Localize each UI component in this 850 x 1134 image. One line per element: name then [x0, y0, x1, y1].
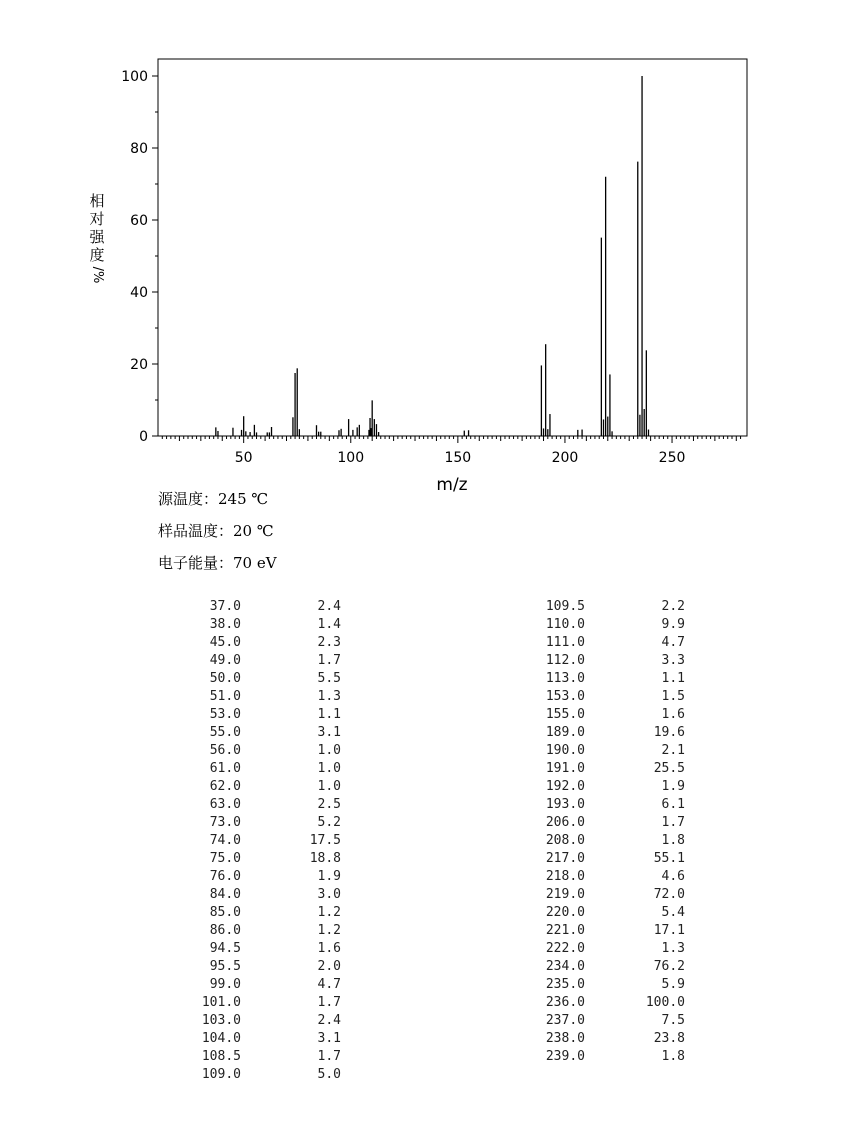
- mz-value: 189.0: [545, 725, 585, 740]
- peak-table-row: [537, 958, 685, 976]
- peak-table-row: [537, 904, 685, 922]
- relative-intensity-value: 25.5: [653, 761, 685, 776]
- mz-value: 49.0: [209, 653, 241, 668]
- relative-intensity-value: 1.2: [317, 905, 341, 920]
- relative-intensity-value: 1.7: [317, 995, 341, 1010]
- relative-intensity-value: 55.1: [653, 851, 685, 866]
- y-tick-label: 40: [130, 285, 148, 301]
- relative-intensity-value: 2.0: [317, 959, 341, 974]
- peak-table-row: [537, 832, 685, 850]
- relative-intensity-value: 4.7: [661, 635, 685, 650]
- relative-intensity-value: 19.6: [653, 725, 685, 740]
- relative-intensity-value: 1.0: [317, 743, 341, 758]
- plot-frame: [158, 59, 747, 436]
- y-axis-label: [86, 192, 108, 284]
- y-tick-label: 0: [139, 429, 148, 445]
- relative-intensity-value: 1.8: [661, 833, 685, 848]
- relative-intensity-value: 17.1: [653, 923, 685, 938]
- source-temperature: 源温度：245 ℃: [158, 490, 269, 508]
- mz-value: 113.0: [545, 671, 585, 686]
- mz-value: 208.0: [545, 833, 585, 848]
- peak-table-row: [193, 922, 341, 940]
- x-tick-label: 250: [658, 450, 686, 466]
- peak-table-row: [193, 976, 341, 994]
- peak-table-row: [537, 850, 685, 868]
- peak-table-row: [193, 1066, 341, 1084]
- electron-energy: 电子能量：70 eV: [158, 554, 277, 572]
- relative-intensity-value: 1.7: [661, 815, 685, 830]
- mz-value: 38.0: [209, 617, 241, 632]
- mz-value: 239.0: [545, 1049, 585, 1064]
- peak-table-row: [537, 1012, 685, 1030]
- relative-intensity-value: 1.7: [317, 1049, 341, 1064]
- peak-table-row: [193, 760, 341, 778]
- x-tick-label: 200: [551, 450, 579, 466]
- mz-value: 51.0: [209, 689, 241, 704]
- mz-value: 153.0: [545, 689, 585, 704]
- peak-table-right: [537, 598, 685, 1066]
- mz-value: 50.0: [209, 671, 241, 686]
- relative-intensity-value: 3.1: [317, 725, 341, 740]
- mz-value: 101.0: [201, 995, 241, 1010]
- peak-table-row: [193, 832, 341, 850]
- peak-table-row: [193, 670, 341, 688]
- peak-table-row: [537, 634, 685, 652]
- mz-value: 222.0: [545, 941, 585, 956]
- peak-table-row: [537, 760, 685, 778]
- peak-table-row: [537, 598, 685, 616]
- mz-value: 55.0: [209, 725, 241, 740]
- peak-table-row: [537, 670, 685, 688]
- mz-value: 220.0: [545, 905, 585, 920]
- peak-table-row: [193, 868, 341, 886]
- mz-value: 206.0: [545, 815, 585, 830]
- peak-table-row: [537, 976, 685, 994]
- peak-table-row: [193, 958, 341, 976]
- peak-table-row: [537, 724, 685, 742]
- relative-intensity-value: 23.8: [653, 1031, 685, 1046]
- relative-intensity-value: 17.5: [309, 833, 341, 848]
- peak-table-row: [537, 688, 685, 706]
- mz-value: 235.0: [545, 977, 585, 992]
- y-axis-label-text: 相对强度: [89, 192, 105, 264]
- relative-intensity-value: 3.0: [317, 887, 341, 902]
- relative-intensity-value: 2.1: [661, 743, 685, 758]
- relative-intensity-value: 1.6: [317, 941, 341, 956]
- peak-table-row: [193, 706, 341, 724]
- x-tick-label: 150: [444, 450, 472, 466]
- relative-intensity-value: 5.5: [317, 671, 341, 686]
- peak-table-row: [537, 868, 685, 886]
- peak-table-row: [193, 904, 341, 922]
- relative-intensity-value: 1.6: [661, 707, 685, 722]
- relative-intensity-value: 2.4: [317, 599, 341, 614]
- relative-intensity-value: 1.9: [317, 869, 341, 884]
- peak-table-row: [537, 814, 685, 832]
- mz-value: 155.0: [545, 707, 585, 722]
- mz-value: 94.5: [209, 941, 241, 956]
- mz-value: 61.0: [209, 761, 241, 776]
- mz-value: 237.0: [545, 1013, 585, 1028]
- relative-intensity-value: 5.9: [661, 977, 685, 992]
- peak-table-row: [193, 742, 341, 760]
- relative-intensity-value: 4.7: [317, 977, 341, 992]
- relative-intensity-value: 3.1: [317, 1031, 341, 1046]
- mz-value: 63.0: [209, 797, 241, 812]
- peak-table-row: [193, 634, 341, 652]
- x-tick-label: 100: [337, 450, 365, 466]
- relative-intensity-value: 76.2: [653, 959, 685, 974]
- mz-value: 221.0: [545, 923, 585, 938]
- y-tick-label: 60: [130, 213, 148, 229]
- peak-table-left: [193, 598, 341, 1084]
- y-tick-label: 20: [130, 357, 148, 373]
- relative-intensity-value: 1.0: [317, 761, 341, 776]
- mz-value: 236.0: [545, 995, 585, 1010]
- peak-table-row: [193, 598, 341, 616]
- y-tick-label: 100: [121, 69, 148, 85]
- mz-value: 62.0: [209, 779, 241, 794]
- mz-value: 74.0: [209, 833, 241, 848]
- mz-value: 217.0: [545, 851, 585, 866]
- peak-table-row: [193, 724, 341, 742]
- relative-intensity-value: 100.0: [645, 995, 685, 1010]
- relative-intensity-value: 1.1: [661, 671, 685, 686]
- y-axis-unit: /%: [90, 266, 105, 284]
- y-tick-label: 80: [130, 141, 148, 157]
- peak-table-row: [193, 850, 341, 868]
- peak-table-row: [193, 940, 341, 958]
- relative-intensity-value: 1.5: [661, 689, 685, 704]
- mz-value: 103.0: [201, 1013, 241, 1028]
- peak-bars: [216, 76, 649, 436]
- relative-intensity-value: 1.3: [317, 689, 341, 704]
- x-tick-label: 50: [234, 450, 253, 466]
- relative-intensity-value: 2.3: [317, 635, 341, 650]
- peak-table-row: [537, 778, 685, 796]
- peak-table-row: [537, 886, 685, 904]
- mz-value: 37.0: [209, 599, 241, 614]
- mz-value: 85.0: [209, 905, 241, 920]
- peak-table-row: [193, 886, 341, 904]
- peak-table-row: [537, 796, 685, 814]
- mz-value: 73.0: [209, 815, 241, 830]
- relative-intensity-value: 72.0: [653, 887, 685, 902]
- peak-table-row: [537, 652, 685, 670]
- mz-value: 109.5: [545, 599, 585, 614]
- peak-table-row: [193, 616, 341, 634]
- peak-table-row: [193, 688, 341, 706]
- peak-table-row: [193, 814, 341, 832]
- mz-value: 110.0: [545, 617, 585, 632]
- relative-intensity-value: 1.3: [661, 941, 685, 956]
- x-axis: [162, 436, 740, 466]
- peak-table-row: [537, 706, 685, 724]
- mz-value: 108.5: [201, 1049, 241, 1064]
- mz-value: 104.0: [201, 1031, 241, 1046]
- relative-intensity-value: 1.7: [317, 653, 341, 668]
- mz-value: 191.0: [545, 761, 585, 776]
- mz-value: 95.5: [209, 959, 241, 974]
- mz-value: 112.0: [545, 653, 585, 668]
- mz-value: 219.0: [545, 887, 585, 902]
- relative-intensity-value: 1.1: [317, 707, 341, 722]
- peak-table-row: [537, 1030, 685, 1048]
- mz-value: 109.0: [201, 1067, 241, 1082]
- peak-table-row: [193, 1030, 341, 1048]
- relative-intensity-value: 4.6: [661, 869, 685, 884]
- relative-intensity-value: 18.8: [309, 851, 341, 866]
- relative-intensity-value: 1.9: [661, 779, 685, 794]
- mz-value: 111.0: [545, 635, 585, 650]
- relative-intensity-value: 2.2: [661, 599, 685, 614]
- relative-intensity-value: 1.2: [317, 923, 341, 938]
- peak-table-row: [537, 922, 685, 940]
- mz-value: 218.0: [545, 869, 585, 884]
- mz-value: 238.0: [545, 1031, 585, 1046]
- peak-table-row: [193, 652, 341, 670]
- mass-spectrum-chart: [0, 0, 850, 500]
- mz-value: 75.0: [209, 851, 241, 866]
- peak-table-row: [537, 1048, 685, 1066]
- relative-intensity-value: 6.1: [661, 797, 685, 812]
- mz-value: 193.0: [545, 797, 585, 812]
- mz-value: 45.0: [209, 635, 241, 650]
- sample-temperature: 样品温度：20 ℃: [158, 522, 274, 540]
- relative-intensity-value: 5.2: [317, 815, 341, 830]
- peak-table-row: [537, 940, 685, 958]
- relative-intensity-value: 9.9: [661, 617, 685, 632]
- mz-value: 56.0: [209, 743, 241, 758]
- mz-value: 76.0: [209, 869, 241, 884]
- peak-table-row: [193, 1012, 341, 1030]
- mz-value: 86.0: [209, 923, 241, 938]
- mz-value: 99.0: [209, 977, 241, 992]
- mz-value: 53.0: [209, 707, 241, 722]
- relative-intensity-value: 1.4: [317, 617, 341, 632]
- mz-value: 190.0: [545, 743, 585, 758]
- peak-table-row: [193, 1048, 341, 1066]
- relative-intensity-value: 5.4: [661, 905, 685, 920]
- relative-intensity-value: 7.5: [661, 1013, 685, 1028]
- y-axis: [121, 69, 158, 445]
- peak-table-row: [193, 796, 341, 814]
- mz-value: 234.0: [545, 959, 585, 974]
- peak-table-row: [537, 742, 685, 760]
- mz-value: 192.0: [545, 779, 585, 794]
- relative-intensity-value: 2.4: [317, 1013, 341, 1028]
- relative-intensity-value: 1.0: [317, 779, 341, 794]
- relative-intensity-value: 2.5: [317, 797, 341, 812]
- peak-table-row: [193, 778, 341, 796]
- mz-value: 84.0: [209, 887, 241, 902]
- relative-intensity-value: 5.0: [317, 1067, 341, 1082]
- peak-table-row: [193, 994, 341, 1012]
- peak-table-row: [537, 994, 685, 1012]
- relative-intensity-value: 3.3: [661, 653, 685, 668]
- peak-table-row: [537, 616, 685, 634]
- relative-intensity-value: 1.8: [661, 1049, 685, 1064]
- x-axis-label: m/z: [436, 475, 468, 495]
